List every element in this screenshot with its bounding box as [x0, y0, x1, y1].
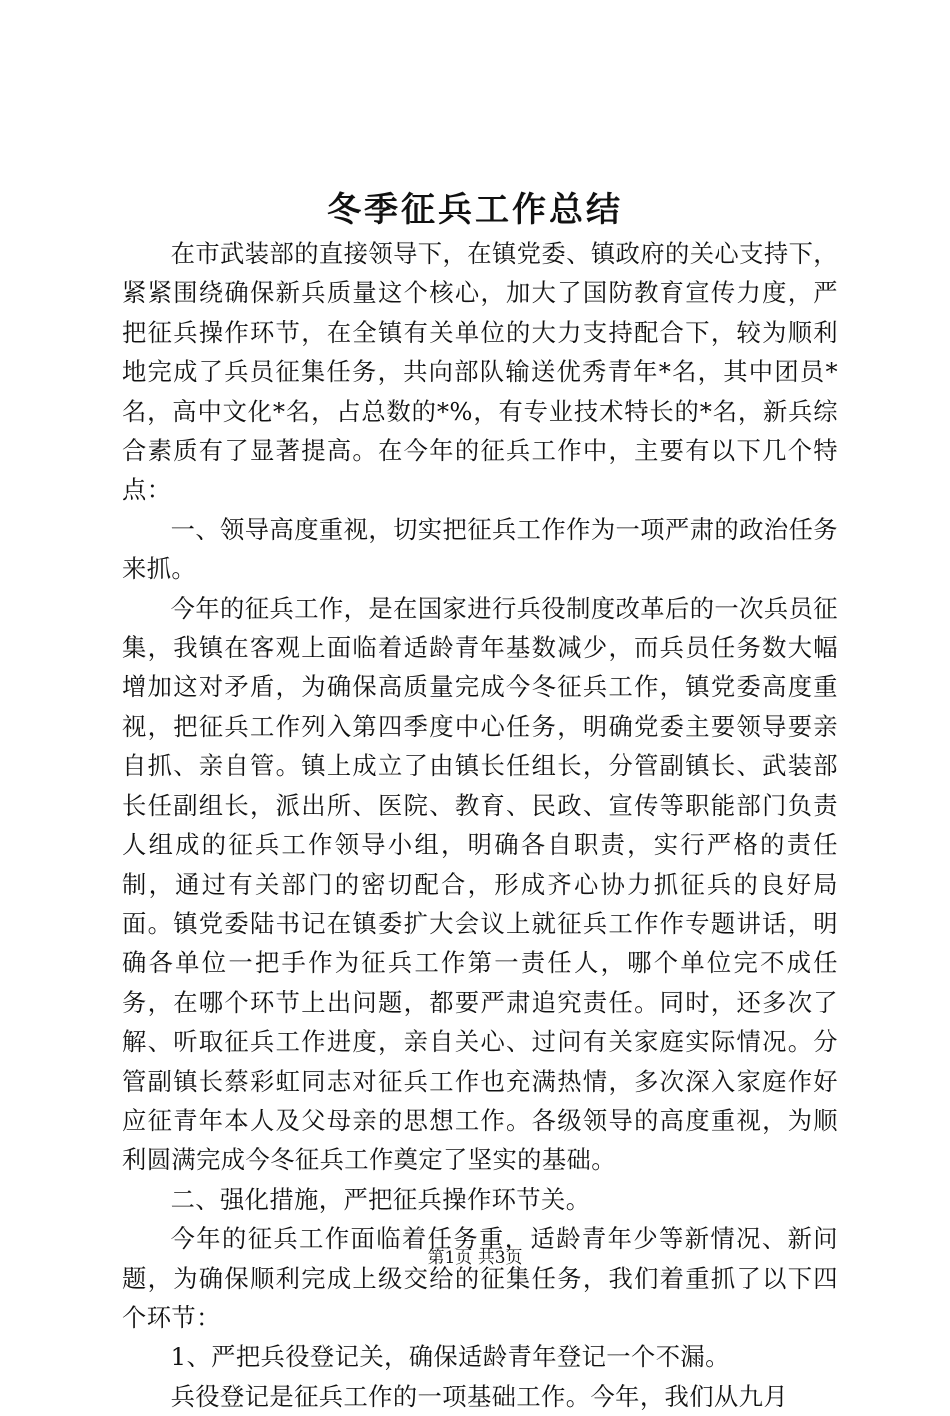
paragraph-measures: 今年的征兵工作面临着任务重，适龄青年少等新情况、新问题，为确保顺利完成上级交给的征集任务，我们着重抓了以下四个环节： — [122, 1224, 838, 1332]
paragraph-intro: 在市武装部的直接领导下，在镇党委、镇政府的关心支持下，紧紧围绕确保新兵质量这个核心，加大了国防教育宣传力度，严把征兵操作环节，在全镇有关单位的大力支持配合下，较为顺利地完成了兵员征集任务，共向部队输送优秀青年*名，其中团员*名，高中文化*名，占总数的*%，有专业技术特长的*名，新兵综合素质有了显著提高。在今年的征兵工作中，主要有以下几个特点： — [122, 239, 838, 505]
paragraph-subheading-1: 1、严把兵役登记关，确保适龄青年登记一个不漏。 — [170, 1342, 730, 1372]
document-body — [122, 234, 838, 1416]
paragraph-heading-2: 二、强化措施，严把征兵操作环节关。 — [170, 1184, 591, 1214]
paragraph-heading-1: 一、领导高度重视，切实把征兵工作作为一项严肃的政治任务来抓。 — [122, 514, 838, 584]
document-title: 冬季征兵工作总结 — [327, 190, 623, 230]
paragraph-leadership: 今年的征兵工作，是在国家进行兵役制度改革后的一次兵员征集，我镇在客观上面临着适龄青年基数减少，而兵员任务数大幅增加这对矛盾，为确保高质量完成今冬征兵工作，镇党委高度重视，把征兵工作列入第四季度中心任务，明确党委主要领导要亲自抓、亲自管。镇上成立了由镇长任组长，分管副镇长、武装部长任副组长，派出所、医院、教育、民政、宣传等职能部门负责人组成的征兵工作领导小组，明确各自职责，实行严格的责任制，通过有关部门的密切配合，形成齐心协力抓征兵的良好局面。镇党委陆书记在镇委扩大会议上就征兵工作作专题讲话，明确各单位一把手作为征兵工作第一责任人，哪个单位完不成任务，在哪个环节上出问题，都要严肃追究责任。同时，还多次了解、听取征兵工作进度，亲自关心、过问有关家庭实际情况。分管副镇长蔡彩虹同志对征兵工作也充满热情，多次深入家庭作好应征青年本人及父母亲的思想工作。各级领导的高度重视，为顺利圆满完成今冬征兵工作奠定了坚实的基础。 — [122, 593, 838, 1175]
paragraph-registration: 兵役登记是征兵工作的一项基础工作。今年，我们从九月 — [170, 1381, 789, 1411]
page-number-footer: 第1页 共3页 — [427, 1248, 523, 1268]
